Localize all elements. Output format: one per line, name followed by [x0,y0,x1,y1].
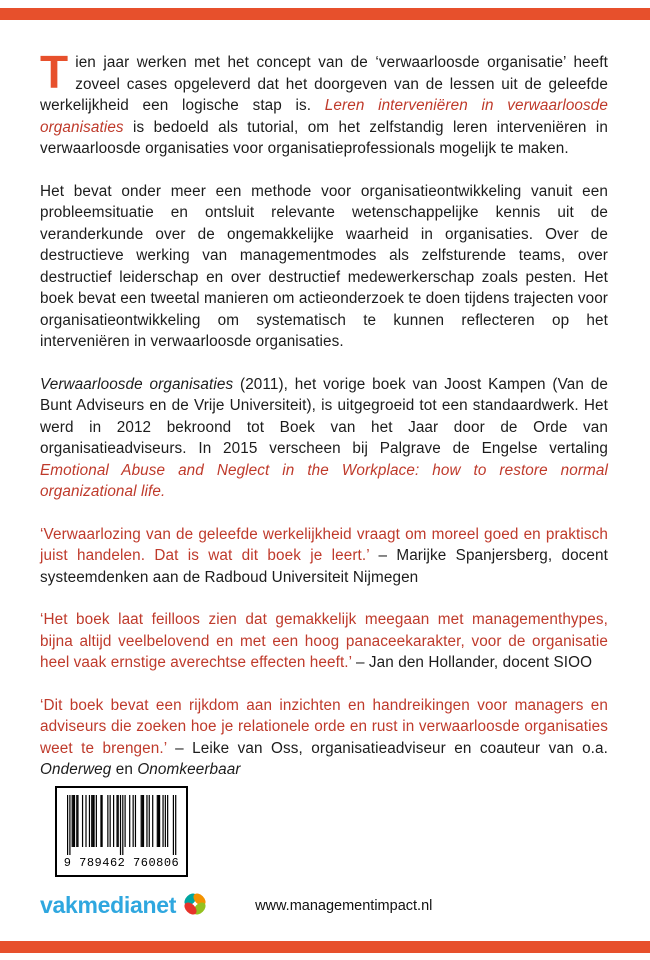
referenced-work-1: Onderweg [40,761,112,778]
publisher-footer [40,892,608,919]
intro-paragraph [40,46,609,160]
isbn-number: 9 789462 760806 [63,856,180,870]
quote-attribution: – Jan den Hollander, docent SIOO [351,654,593,671]
vakmedianet-logo [40,892,209,919]
quote-text: ‘Dit boek bevat een rijkdom aan inzichten en handreikingen voor managers en adviseurs die zoeken hoe je relationele orde en rust in verwaarloosde organisaties weet te brengen.’ [40,696,608,757]
quote-attribution: – Leike van Oss, organisatieadviseur en coauteur van o.a. [166,739,608,757]
book-title-italic: Leren interveniëren in verwaarloosde organisaties [40,97,609,136]
intro-tail-text: is bedoeld als tutorial, om het zelfstandig leren interveniëren in verwaarloosde organisaties voor organisatieprofessionals mogelijk te maken. [40,118,608,157]
quote-van-oss [40,695,608,781]
quote-spanjersberg [40,524,608,589]
quote-den-hollander [40,609,608,674]
quote-text: ‘Het boek laat feilloos zien dat gemakkelijk meegaan met managementhypes, bijna altijd veelbelovend en met een hoog panaceekarakter, voor de organisatie heel vaak ernstige averechtse effecten heeft.’ [40,611,608,671]
previous-book-title-en: Emotional Abuse and Neglect in the Workplace: how to restore normal organizational life. [40,461,608,500]
referenced-work-2: Onomkeerbaar [137,761,241,778]
publisher-name: vakmedianet [40,892,177,918]
previous-book-title-nl: Verwaarloosde organisaties [40,375,234,393]
cover-text [40,46,609,802]
website-url: www.managementimpact.nl [255,897,433,914]
quote-text: ‘Verwaarlozing van de geleefde werkelijkheid vraagt om moreel goed en praktisch juist handelen. Dat is wat dit boek je leert.’ [40,525,608,564]
vakmedianet-flower-icon [181,890,209,918]
quote-attribution: – Marijke Spanjersberg, docent systeemdenken aan de Radboud Universiteit Nijmegen [40,547,608,586]
top-accent-bar [0,8,650,20]
quote-attribution-separator: en [111,761,138,778]
dropcap-letter: T [40,46,69,98]
previous-book-body: (2011), het vorige boek van Joost Kampen (Van de Bunt Adviseurs en de Vrije Universiteit), is uitgegroeid tot een standaardwerk. Het werd in 2012 bekroond tot Boek van het Jaar door de Orde van organisatieadviseurs. In 2015 verscheen bij Palgrave de Engelse vertaling [40,375,608,457]
bottom-accent-bar [0,941,650,953]
intro-lead-text: ien jaar werken met het concept van de ‘verwaarloosde organisatie’ heeft zoveel cases opgeleverd dat het doorgeven van de lessen uit de geleefde werkelijkheid een logische stap is. [40,54,608,114]
isbn-barcode [55,786,188,877]
method-paragraph: Het bevat onder meer een methode voor organisatieontwikkeling vanuit een probleemsituatie en ontsluit relevante wetenschappelijke kennis uit de veranderkunde over de ongemakkelijke waarheid in organisaties. Over de destructieve werking van managementmodes als zelfsturende teams, over destructief leiderschap en over destructief medewerkerschap zoals pesten. Het boek bevat een tweetal manieren om actieonderzoek te doen tijdens trajecten voor organisatieontwikkeling om systematisch te kunnen reflecteren op het interveniëren in verwaarloosde organisaties. [40,182,608,350]
previous-book-paragraph [40,374,608,503]
barcode-bars [67,795,177,855]
